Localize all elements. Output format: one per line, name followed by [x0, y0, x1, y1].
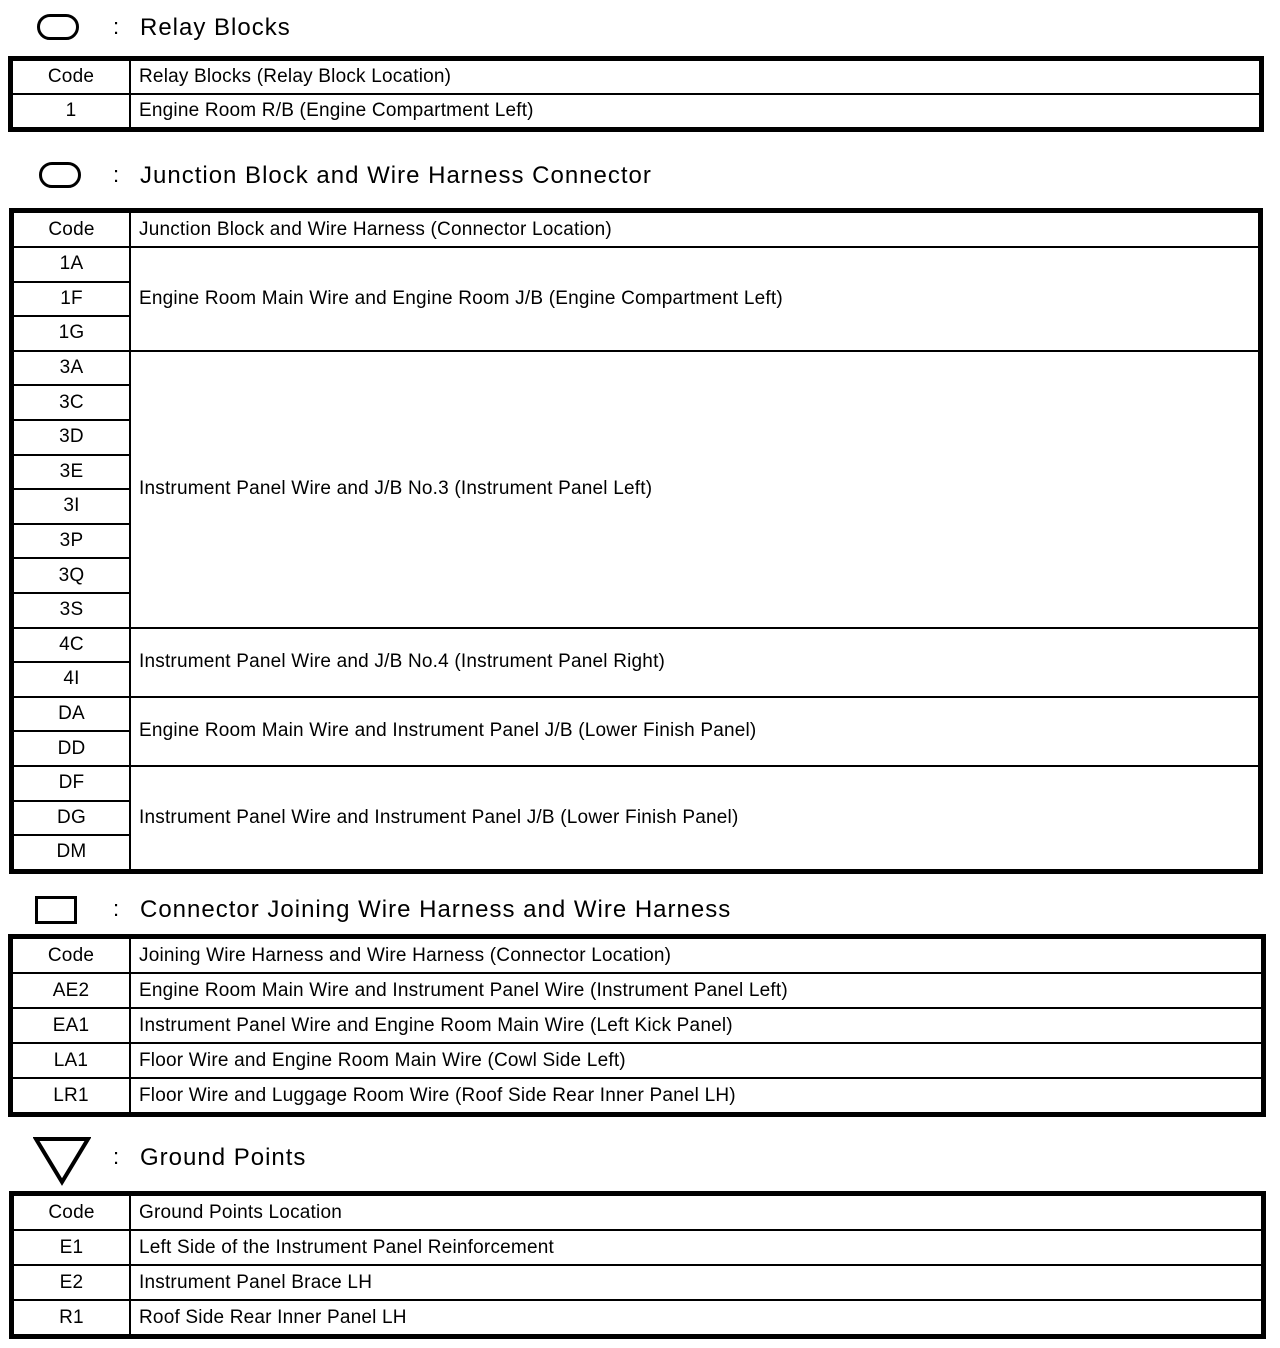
row-desc: Instrument Panel Wire and Instrument Panel J/B (Lower Finish Panel) — [130, 766, 1259, 870]
row-code: LA1 — [12, 1043, 130, 1078]
row-code: DM — [13, 835, 130, 870]
table-row — [13, 766, 1259, 801]
table-row — [13, 1230, 1262, 1265]
row-code: 3E — [13, 455, 130, 490]
header-code: Code — [13, 1195, 130, 1230]
row-desc: Floor Wire and Engine Room Main Wire (Cowl Side Left) — [130, 1043, 1262, 1078]
row-desc: Instrument Panel Wire and J/B No.4 (Instrument Panel Right) — [130, 628, 1259, 697]
heading-colon: : — [113, 1144, 120, 1169]
row-code: 4I — [13, 662, 130, 697]
table-header-row — [12, 60, 1260, 94]
row-desc: Engine Room Main Wire and Engine Room J/B (Engine Compartment Left) — [130, 247, 1259, 351]
row-desc: Instrument Panel Wire and Engine Room Main Wire (Left Kick Panel) — [130, 1008, 1262, 1043]
row-code: DG — [13, 801, 130, 836]
table-row — [12, 1078, 1262, 1113]
row-code: 3I — [13, 489, 130, 524]
heading-colon: : — [113, 896, 120, 921]
row-code: 3A — [13, 351, 130, 386]
row-code: 1A — [13, 247, 130, 282]
table-header-row — [13, 1195, 1262, 1230]
row-code: 3Q — [13, 558, 130, 593]
row-desc: Instrument Panel Wire and J/B No.3 (Instrument Panel Left) — [130, 351, 1259, 628]
table-row — [12, 1008, 1262, 1043]
table-row — [13, 1265, 1262, 1300]
row-desc: Roof Side Rear Inner Panel LH — [130, 1300, 1262, 1335]
junction-block-title: Junction Block and Wire Harness Connector — [140, 162, 652, 189]
header-code: Code — [12, 60, 130, 94]
row-code: E2 — [13, 1265, 130, 1300]
row-desc: Left Side of the Instrument Panel Reinforcement — [130, 1230, 1262, 1265]
row-desc: Floor Wire and Luggage Room Wire (Roof Side Rear Inner Panel LH) — [130, 1078, 1262, 1113]
row-desc: Engine Room Main Wire and Instrument Panel Wire (Instrument Panel Left) — [130, 973, 1262, 1008]
square-icon — [35, 896, 77, 924]
row-desc: Engine Room Main Wire and Instrument Panel J/B (Lower Finish Panel) — [130, 697, 1259, 766]
row-code: 3P — [13, 524, 130, 559]
header-desc: Ground Points Location — [130, 1195, 1262, 1230]
table-row — [13, 697, 1259, 732]
row-code: DD — [13, 731, 130, 766]
relay-blocks-table — [11, 59, 1261, 129]
heading-colon: : — [113, 14, 120, 39]
rounded-rectangle-icon — [39, 162, 81, 188]
row-code: 1G — [13, 316, 130, 351]
connector-joining-table — [11, 937, 1263, 1114]
row-desc: Instrument Panel Brace LH — [130, 1265, 1262, 1300]
table-row — [13, 351, 1259, 386]
connector-joining-title: Connector Joining Wire Harness and Wire Harness — [140, 896, 732, 923]
table-row — [12, 973, 1262, 1008]
header-desc: Relay Blocks (Relay Block Location) — [130, 60, 1260, 94]
row-desc: Engine Room R/B (Engine Compartment Left) — [130, 94, 1260, 128]
header-desc: Joining Wire Harness and Wire Harness (Connector Location) — [130, 938, 1262, 973]
junction-block-table — [12, 211, 1260, 871]
table-row — [13, 628, 1259, 663]
row-code: R1 — [13, 1300, 130, 1335]
header-code: Code — [12, 938, 130, 973]
row-code: 1F — [13, 282, 130, 317]
junction-block-heading — [0, 158, 1280, 198]
row-code: AE2 — [12, 973, 130, 1008]
rounded-rectangle-icon — [37, 14, 79, 40]
relay-blocks-title: Relay Blocks — [140, 14, 291, 41]
table-header-row — [13, 212, 1259, 247]
row-code: DA — [13, 697, 130, 732]
table-row — [13, 247, 1259, 282]
row-code: E1 — [13, 1230, 130, 1265]
row-code: 3S — [13, 593, 130, 628]
row-code: 3D — [13, 420, 130, 455]
ground-points-table — [12, 1194, 1263, 1336]
header-desc: Junction Block and Wire Harness (Connector Location) — [130, 212, 1259, 247]
row-code: EA1 — [12, 1008, 130, 1043]
triangle-down-icon — [33, 1136, 91, 1186]
row-code: 3C — [13, 385, 130, 420]
table-header-row — [12, 938, 1262, 973]
row-code: 1 — [12, 94, 130, 128]
row-code: 4C — [13, 628, 130, 663]
heading-colon: : — [113, 162, 120, 187]
row-code: DF — [13, 766, 130, 801]
table-row — [13, 1300, 1262, 1335]
relay-blocks-heading — [0, 10, 1280, 50]
table-row — [12, 1043, 1262, 1078]
connector-joining-heading — [0, 892, 1280, 932]
ground-points-heading — [0, 1136, 1280, 1188]
ground-points-title: Ground Points — [140, 1144, 307, 1171]
header-code: Code — [13, 212, 130, 247]
table-row — [12, 94, 1260, 128]
row-code: LR1 — [12, 1078, 130, 1113]
